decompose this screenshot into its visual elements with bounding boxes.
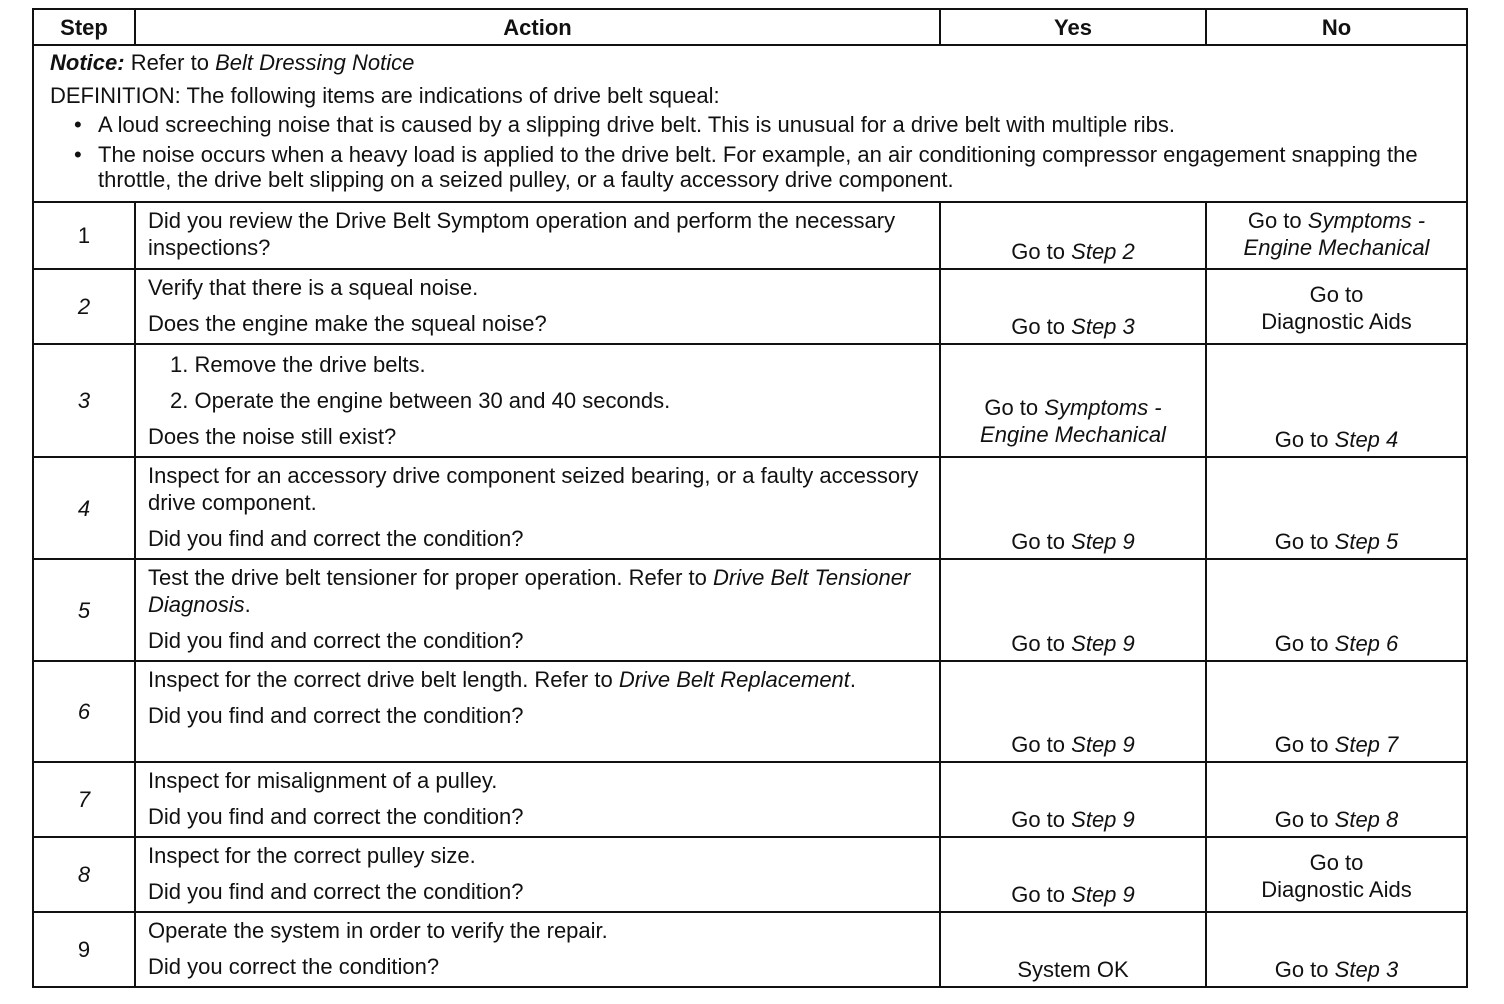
- no-link[interactable]: Step 8: [1334, 807, 1399, 832]
- notice-text: Refer to: [130, 50, 209, 75]
- no-link[interactable]: Step 7: [1334, 732, 1399, 757]
- reference-link[interactable]: Drive Belt Tensioner Diagnosis: [148, 565, 911, 617]
- header-row: [33, 9, 1467, 45]
- no-link[interactable]: Step 4: [1334, 427, 1399, 452]
- yes-link[interactable]: Step 2: [1071, 239, 1135, 264]
- no-cell: Go to Step 3: [1206, 912, 1467, 987]
- yes-link[interactable]: Step 9: [1071, 882, 1135, 907]
- yes-cell: Go to Step 9: [940, 762, 1206, 837]
- no-link[interactable]: Symptoms -: [1307, 208, 1426, 233]
- table-row: [33, 269, 1467, 344]
- table-row: [33, 202, 1467, 269]
- action-cell: Inspect for the correct pulley size. Did you find and correct the condition?: [135, 837, 940, 912]
- definition-list: [50, 112, 1452, 192]
- bullet-icon: •: [74, 142, 82, 167]
- yes-link[interactable]: Step 9: [1071, 807, 1135, 832]
- header-yes: Yes: [940, 9, 1206, 45]
- preamble-row: [33, 45, 1467, 202]
- table-row: [33, 762, 1467, 837]
- no-link[interactable]: Step 6: [1334, 631, 1399, 656]
- header-no: No: [1206, 9, 1467, 45]
- preamble-cell: [33, 45, 1467, 202]
- yes-cell: Go to Step 9: [940, 837, 1206, 912]
- yes-link[interactable]: Step 9: [1071, 529, 1135, 554]
- no-link[interactable]: Engine Mechanical: [1243, 235, 1430, 260]
- yes-cell: Go to Step 9: [940, 457, 1206, 559]
- diagnostic-table: [32, 8, 1468, 988]
- notice-label: Notice:: [50, 50, 125, 75]
- notice-link[interactable]: Belt Dressing Notice: [215, 50, 415, 75]
- step-number: 4: [33, 457, 135, 559]
- no-link[interactable]: Step 3: [1334, 957, 1399, 982]
- no-cell: Go to Step 6: [1206, 559, 1467, 661]
- no-cell: Go to Step 4: [1206, 344, 1467, 457]
- definition-item: • A loud screeching noise that is caused by a slipping drive belt. This is unusual for a drive belt with multiple ribs.: [74, 112, 1175, 137]
- yes-link[interactable]: Step 3: [1071, 314, 1135, 339]
- action-cell: Inspect for the correct drive belt length. Refer to Drive Belt Replacement. Did you find and correct the condition?: [135, 661, 940, 762]
- step-number: 8: [33, 837, 135, 912]
- no-cell: Go to Diagnostic Aids: [1206, 269, 1467, 344]
- substep-list: [148, 351, 927, 414]
- notice-line: [50, 49, 1452, 76]
- no-link[interactable]: Diagnostic Aids: [1261, 877, 1412, 902]
- substep-item: 1. Remove the drive belts.: [170, 352, 426, 377]
- action-cell: Inspect for an accessory drive component seized bearing, or a faulty accessory drive component. Did you find and correct the condition?: [135, 457, 940, 559]
- action-cell: Inspect for misalignment of a pulley. Did you find and correct the condition?: [135, 762, 940, 837]
- table-row: [33, 457, 1467, 559]
- table-row: [33, 661, 1467, 762]
- no-cell: Go to Diagnostic Aids: [1206, 837, 1467, 912]
- action-cell: Operate the system in order to verify the repair. Did you correct the condition?: [135, 912, 940, 987]
- no-link[interactable]: Diagnostic Aids: [1261, 309, 1412, 334]
- table-row: [33, 912, 1467, 987]
- no-cell: Go to Step 5: [1206, 457, 1467, 559]
- no-link[interactable]: Step 5: [1334, 529, 1399, 554]
- yes-link[interactable]: Symptoms -: [1044, 395, 1162, 420]
- no-cell: Go to Symptoms - Engine Mechanical: [1206, 202, 1467, 269]
- action-cell: 1. Remove the drive belts. 2. Operate the engine between 30 and 40 seconds. Does the noise still exist?: [135, 344, 940, 457]
- yes-cell: Go to Step 9: [940, 661, 1206, 762]
- table-row: [33, 559, 1467, 661]
- step-number: 2: [33, 269, 135, 344]
- yes-link[interactable]: Step 9: [1071, 732, 1135, 757]
- action-cell: Verify that there is a squeal noise. Does the engine make the squeal noise?: [135, 269, 940, 344]
- yes-cell: System OK: [940, 912, 1206, 987]
- definition-line: DEFINITION: The following items are indications of drive belt squeal:: [50, 83, 720, 108]
- step-number: 3: [33, 344, 135, 457]
- no-cell: Go to Step 8: [1206, 762, 1467, 837]
- yes-link[interactable]: Step 9: [1071, 631, 1135, 656]
- action-cell: Did you review the Drive Belt Symptom operation and perform the necessary inspections?: [135, 202, 940, 269]
- header-step: Step: [33, 9, 135, 45]
- step-number: 1: [33, 202, 135, 269]
- step-number: 5: [33, 559, 135, 661]
- yes-cell: Go to Step 3: [940, 269, 1206, 344]
- table-row: [33, 837, 1467, 912]
- step-number: 9: [33, 912, 135, 987]
- substep-item: 2. Operate the engine between 30 and 40 seconds.: [170, 388, 671, 413]
- yes-cell: Go to Symptoms - Engine Mechanical: [940, 344, 1206, 457]
- no-cell: Go to Step 7: [1206, 661, 1467, 762]
- action-cell: Test the drive belt tensioner for proper operation. Refer to Drive Belt Tensioner Diagnosis. Did you find and correct the condition?: [135, 559, 940, 661]
- yes-cell: Go to Step 2: [940, 202, 1206, 269]
- table-row: [33, 344, 1467, 457]
- header-action: Action: [135, 9, 940, 45]
- definition-item: • The noise occurs when a heavy load is applied to the drive belt. For example, an air conditioning compressor engagement snapping the throttle, the drive belt slipping on a seized pulley, or a faulty accessory drive component.: [74, 142, 1418, 192]
- yes-cell: Go to Step 9: [940, 559, 1206, 661]
- reference-link[interactable]: Drive Belt Replacement: [618, 667, 850, 692]
- step-number: 7: [33, 762, 135, 837]
- bullet-icon: •: [74, 112, 82, 137]
- step-number: 6: [33, 661, 135, 762]
- yes-link[interactable]: Engine Mechanical: [980, 422, 1166, 447]
